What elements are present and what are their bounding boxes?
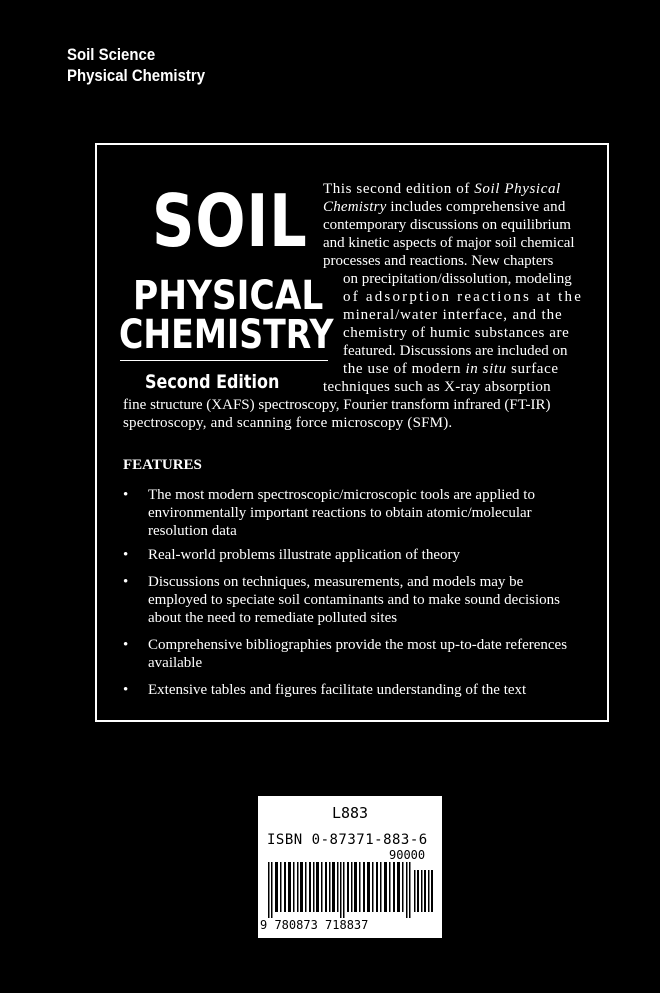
feature-text-line: Comprehensive bibliographies provide the most up-to-date references (148, 637, 568, 653)
bullet-icon: • (123, 682, 129, 698)
description-line: featured. Discussions are included on (343, 343, 568, 359)
price-code: 90000 (389, 848, 426, 862)
description-line: the use of modern in situ surface (343, 361, 559, 377)
barcode-bars (266, 862, 434, 918)
isbn-barcode (258, 796, 442, 938)
ean-digits: 9 780873 718837 (260, 918, 369, 932)
description-line: chemistry of humic substances are (343, 325, 570, 341)
feature-text-line: resolution data (148, 523, 237, 539)
description-line: processes and reactions. New chapters (323, 253, 554, 269)
feature-text-line: employed to speciate soil contaminants and to make sound decisions (148, 592, 560, 608)
description-line: contemporary discussions on equilibrium (323, 217, 571, 233)
feature-text-line: environmentally important reactions to obtain atomic/molecular (148, 505, 532, 521)
feature-text-line: Real-world problems illustrate application of theory (148, 547, 460, 563)
feature-text-line: The most modern spectroscopic/microscopic tools are applied to (148, 487, 535, 503)
subject-category (67, 44, 205, 86)
description-line: mineral/water interface, and the (343, 307, 563, 323)
bullet-icon: • (123, 637, 129, 653)
feature-text-line: Discussions on techniques, measurements, and models may be (148, 574, 524, 590)
catalog-number: L883 (331, 804, 369, 822)
bullet-icon: • (123, 574, 129, 590)
isbn-text: ISBN 0-87371-883-6 (267, 832, 428, 848)
title-soil: SOIL (152, 179, 308, 263)
title-divider (120, 360, 328, 361)
category-line-1: Soil Science (67, 45, 156, 64)
description-line: Chemistry includes comprehensive and (323, 199, 566, 215)
category-line-2: Physical Chemistry (67, 66, 206, 85)
description-line: of adsorption reactions at the (343, 289, 584, 305)
title-physical: PHYSICAL (133, 273, 324, 319)
edition-label: Second Edition (145, 371, 280, 393)
feature-text-line: available (148, 655, 203, 671)
description-line: fine structure (XAFS) spectroscopy, Fourier transform infrared (FT-IR) (123, 397, 551, 413)
description-line: This second edition of Soil Physical (323, 181, 561, 197)
description-line: techniques such as X-ray absorption (323, 379, 551, 395)
bullet-icon: • (123, 547, 129, 563)
feature-text-line: Extensive tables and figures facilitate understanding of the text (148, 682, 527, 698)
description-line: and kinetic aspects of major soil chemical (323, 235, 575, 251)
description-line: on precipitation/dissolution, modeling (343, 271, 572, 287)
feature-text-line: about the need to remediate polluted sites (148, 610, 398, 626)
cover-panel (95, 143, 609, 722)
bullet-icon: • (123, 487, 129, 503)
description-line: spectroscopy, and scanning force microscopy (SFM). (123, 415, 453, 431)
title-chemistry: CHEMISTRY (119, 312, 334, 358)
features-heading: FEATURES (123, 457, 202, 473)
